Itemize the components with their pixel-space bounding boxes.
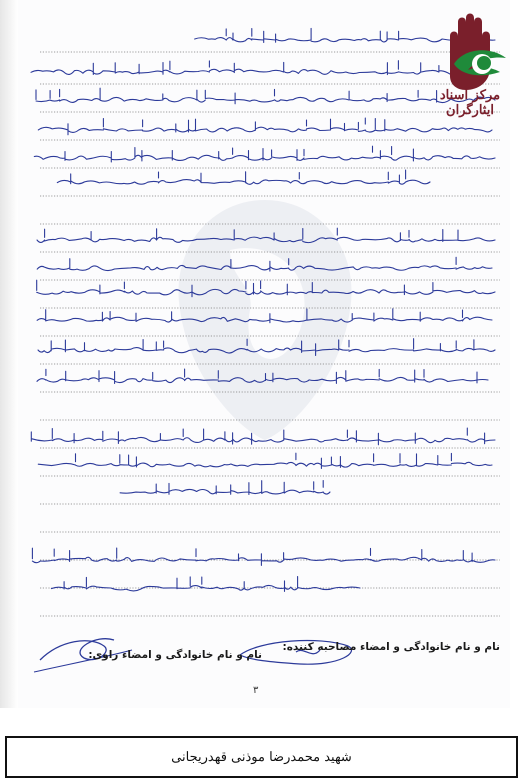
caption-text: شهید محمدرضا موذنی قهدریجانی <box>171 749 352 765</box>
handwriting-line <box>38 339 495 356</box>
handwriting-line <box>31 428 495 445</box>
page-number: ۳ <box>253 685 259 696</box>
handwriting-line <box>120 481 330 495</box>
caption-box <box>5 736 518 778</box>
narrator-label: نام و نام خانوادگی و امضاء راوی: <box>88 649 262 661</box>
handwriting-line <box>37 228 495 242</box>
handwriting-line <box>32 548 495 565</box>
handwriting-line <box>34 146 495 162</box>
handwriting-line <box>51 577 360 592</box>
handwriting-line <box>57 170 430 184</box>
signature-labels <box>40 637 500 667</box>
handwriting-line <box>38 453 492 468</box>
logo-text: مرکز اسناد ایثارگران <box>439 88 501 118</box>
handwriting-line <box>37 369 488 383</box>
handwriting-line <box>37 280 495 297</box>
handwriting-line <box>31 61 480 75</box>
handwriting-line <box>38 118 492 135</box>
handwriting-line <box>37 309 492 323</box>
handwriting-line <box>37 257 492 271</box>
interviewer-label: نام و نام خانوادگی و امضاء مصاحبه کننده: <box>282 641 500 653</box>
